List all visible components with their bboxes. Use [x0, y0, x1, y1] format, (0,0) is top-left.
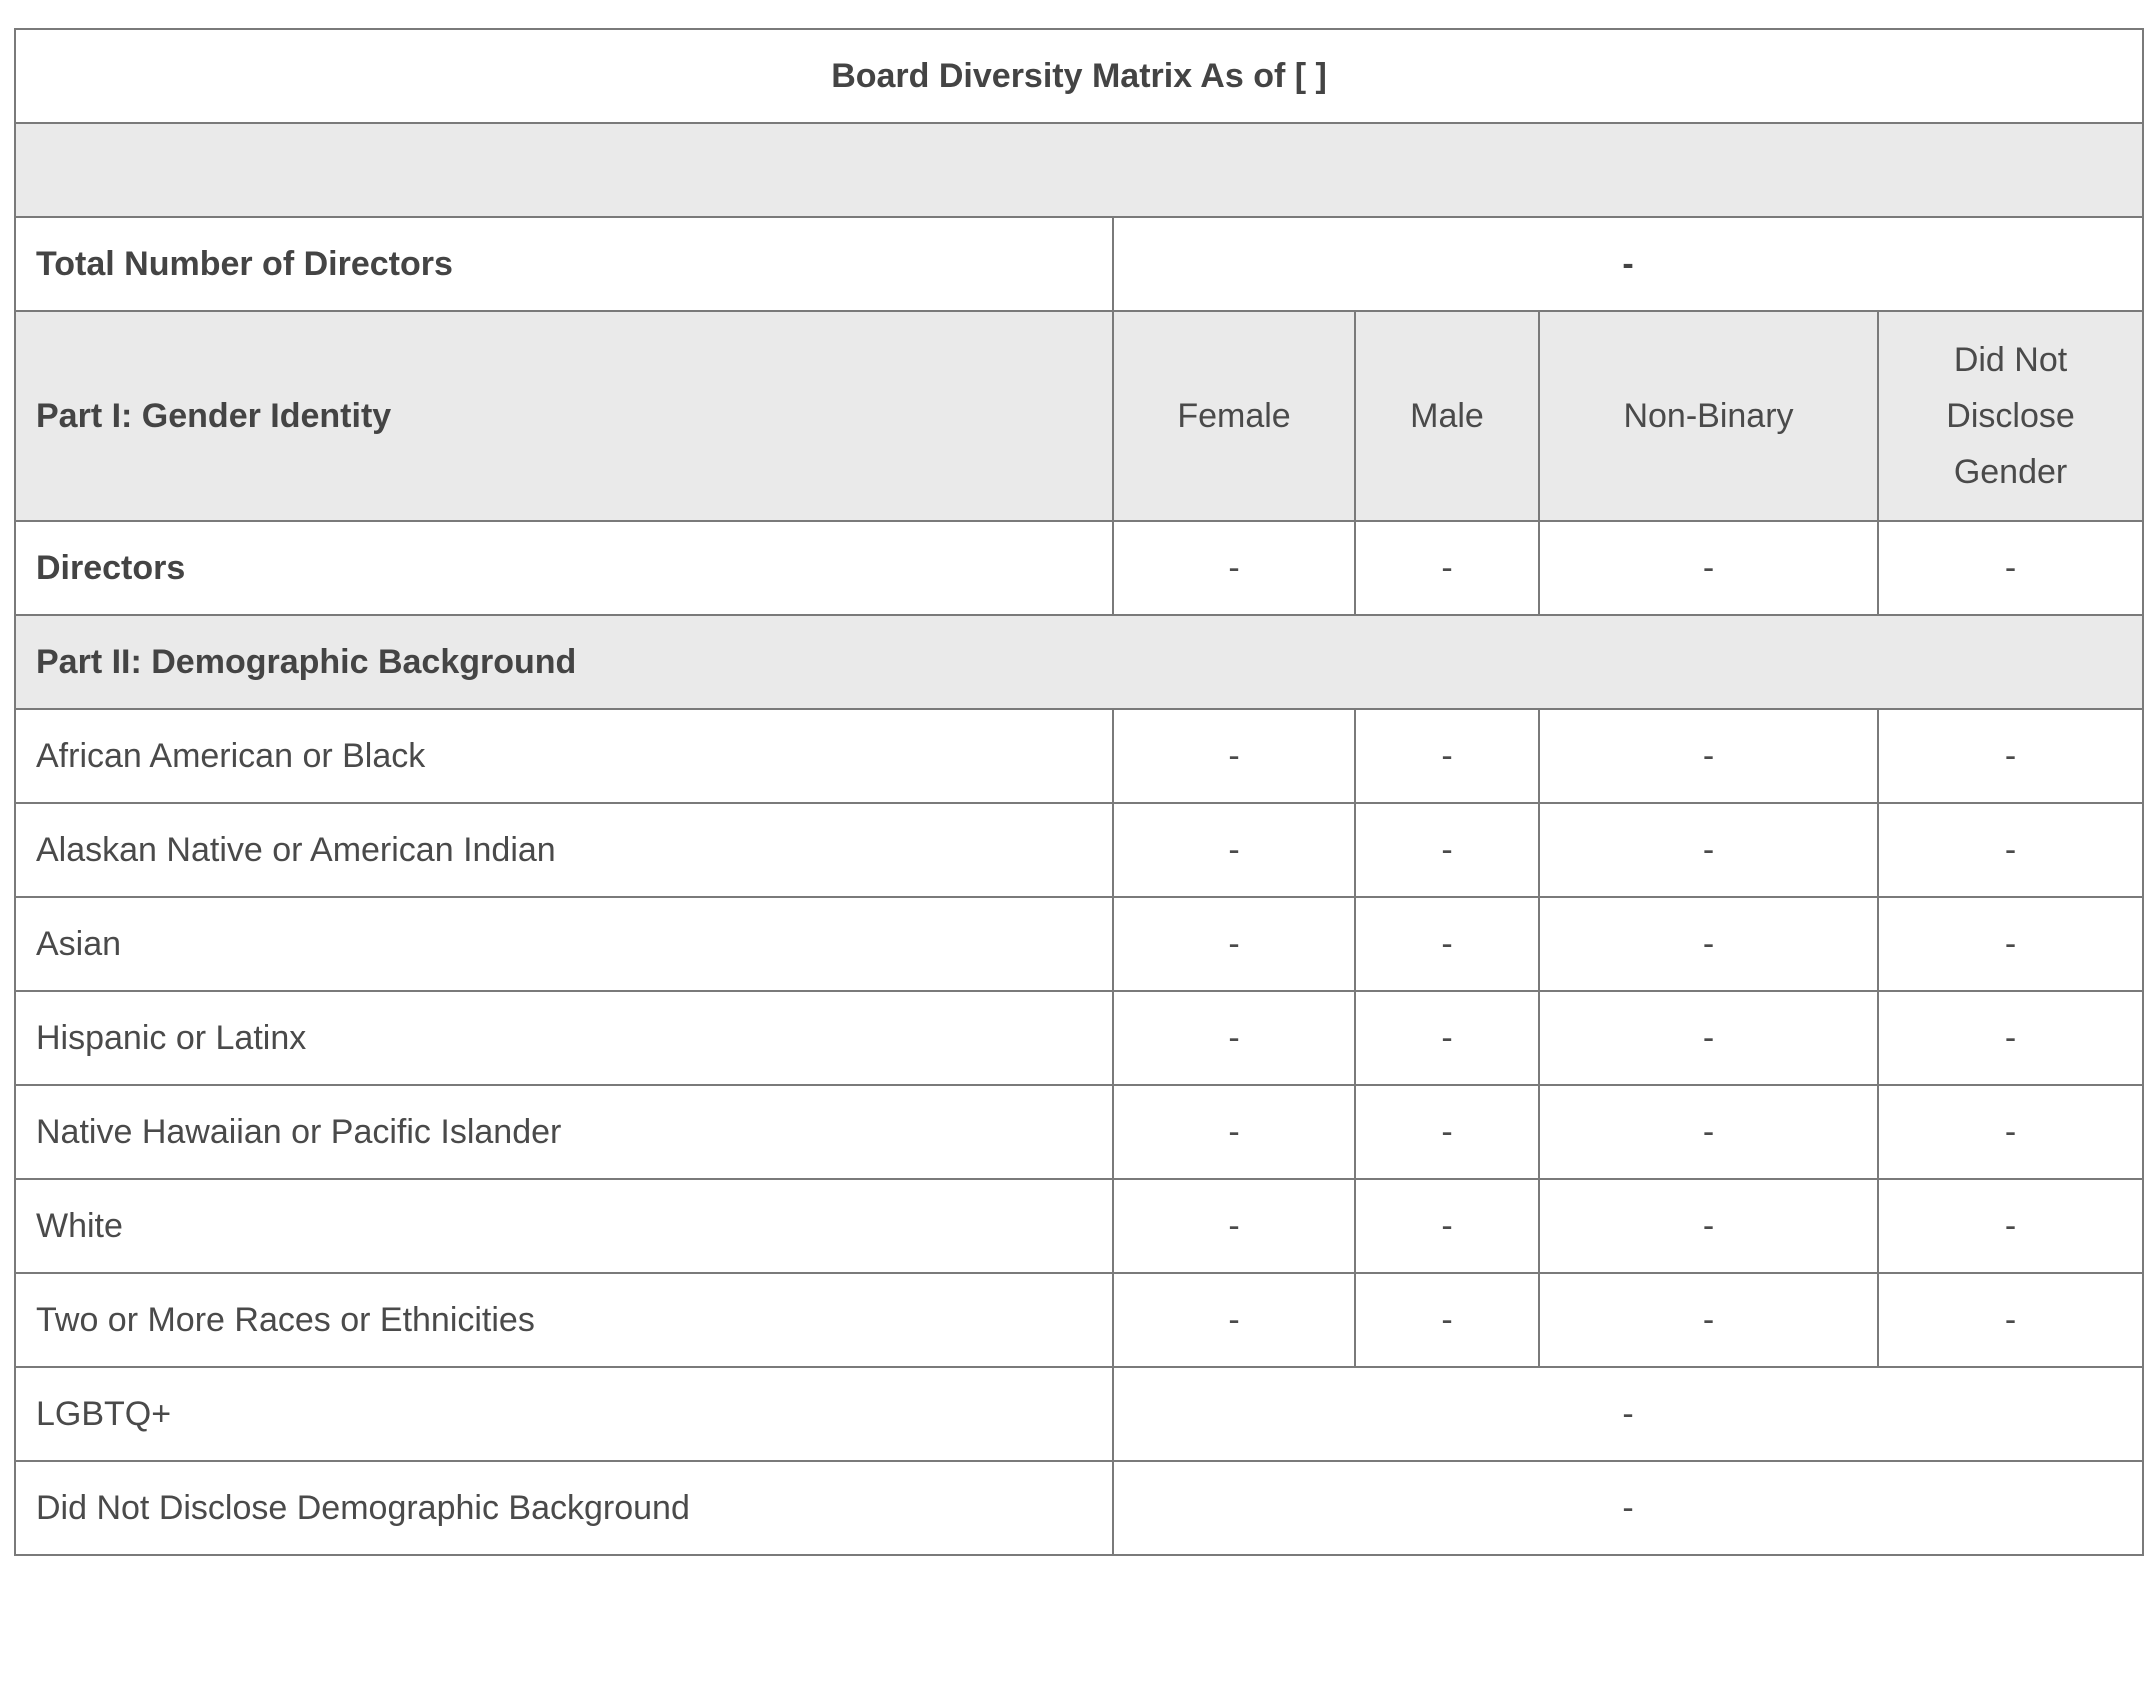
spacer-row	[15, 123, 2143, 217]
directors-label: Directors	[15, 521, 1113, 615]
table-cell: -	[1113, 897, 1355, 991]
table-row	[15, 897, 2143, 991]
column-header-did-not-disclose-gender	[1878, 311, 2143, 521]
lgbtq-row	[15, 1367, 2143, 1461]
total-directors-row	[15, 217, 2143, 311]
table-cell: -	[1539, 803, 1878, 897]
lgbtq-value: -	[1113, 1367, 2143, 1461]
table-cell: -	[1113, 803, 1355, 897]
table-row	[15, 991, 2143, 1085]
table-row	[15, 803, 2143, 897]
table-cell: -	[1113, 1273, 1355, 1367]
table-cell: -	[1878, 1273, 2143, 1367]
column-header-male: Male	[1355, 311, 1539, 521]
part1-label: Part I: Gender Identity	[15, 311, 1113, 521]
table-cell: -	[1355, 709, 1539, 803]
table-cell: -	[1355, 897, 1539, 991]
did-not-disclose-demographic-row	[15, 1461, 2143, 1555]
table-cell: -	[1355, 991, 1539, 1085]
table-cell: -	[1113, 991, 1355, 1085]
part2-label: Part II: Demographic Background	[15, 615, 2143, 709]
table-cell: -	[1355, 521, 1539, 615]
table-cell: -	[1539, 1085, 1878, 1179]
row-label: White	[15, 1179, 1113, 1273]
lgbtq-label: LGBTQ+	[15, 1367, 1113, 1461]
table-cell: -	[1539, 1273, 1878, 1367]
row-label: Hispanic or Latinx	[15, 991, 1113, 1085]
table-cell: -	[1878, 897, 2143, 991]
table-cell: -	[1355, 1085, 1539, 1179]
table-cell: -	[1355, 803, 1539, 897]
table-cell: -	[1878, 521, 2143, 615]
table-row	[15, 1179, 2143, 1273]
table-cell: -	[1355, 1273, 1539, 1367]
table-row	[15, 1273, 2143, 1367]
row-label: Alaskan Native or American Indian	[15, 803, 1113, 897]
row-label: African American or Black	[15, 709, 1113, 803]
table-cell: -	[1878, 709, 2143, 803]
table-cell: -	[1113, 709, 1355, 803]
row-label: Native Hawaiian or Pacific Islander	[15, 1085, 1113, 1179]
did-not-disclose-demographic-label: Did Not Disclose Demographic Background	[15, 1461, 1113, 1555]
did-not-disclose-demographic-value: -	[1113, 1461, 2143, 1555]
table-cell: -	[1539, 1179, 1878, 1273]
header-line: Gender	[1953, 453, 2068, 491]
table-cell: -	[1878, 1085, 2143, 1179]
total-directors-label: Total Number of Directors	[15, 217, 1113, 311]
table-cell: -	[1539, 991, 1878, 1085]
row-label: Two or More Races or Ethnicities	[15, 1273, 1113, 1367]
table-cell: -	[1355, 1179, 1539, 1273]
table-cell: -	[1113, 1085, 1355, 1179]
table-cell: -	[1539, 897, 1878, 991]
table-row	[15, 709, 2143, 803]
total-directors-value: -	[1113, 217, 2143, 311]
header-line: Disclose	[1946, 397, 2075, 435]
directors-row	[15, 521, 2143, 615]
table-cell: -	[1878, 1179, 2143, 1273]
empty-shaded-cell	[15, 123, 2143, 217]
row-label: Asian	[15, 897, 1113, 991]
table-cell: -	[1539, 709, 1878, 803]
demographic-background-header-row	[15, 615, 2143, 709]
gender-identity-header-row	[15, 311, 2143, 521]
table-cell: -	[1113, 521, 1355, 615]
board-diversity-matrix-table	[14, 28, 2144, 1556]
table-cell: -	[1539, 521, 1878, 615]
column-header-non-binary: Non-Binary	[1539, 311, 1878, 521]
table-row	[15, 1085, 2143, 1179]
header-line: Did Not	[1953, 341, 2068, 379]
table-title: Board Diversity Matrix As of [ ]	[15, 29, 2143, 123]
title-row	[15, 29, 2143, 123]
table-cell: -	[1113, 1179, 1355, 1273]
table-cell: -	[1878, 803, 2143, 897]
table-cell: -	[1878, 991, 2143, 1085]
column-header-female: Female	[1113, 311, 1355, 521]
